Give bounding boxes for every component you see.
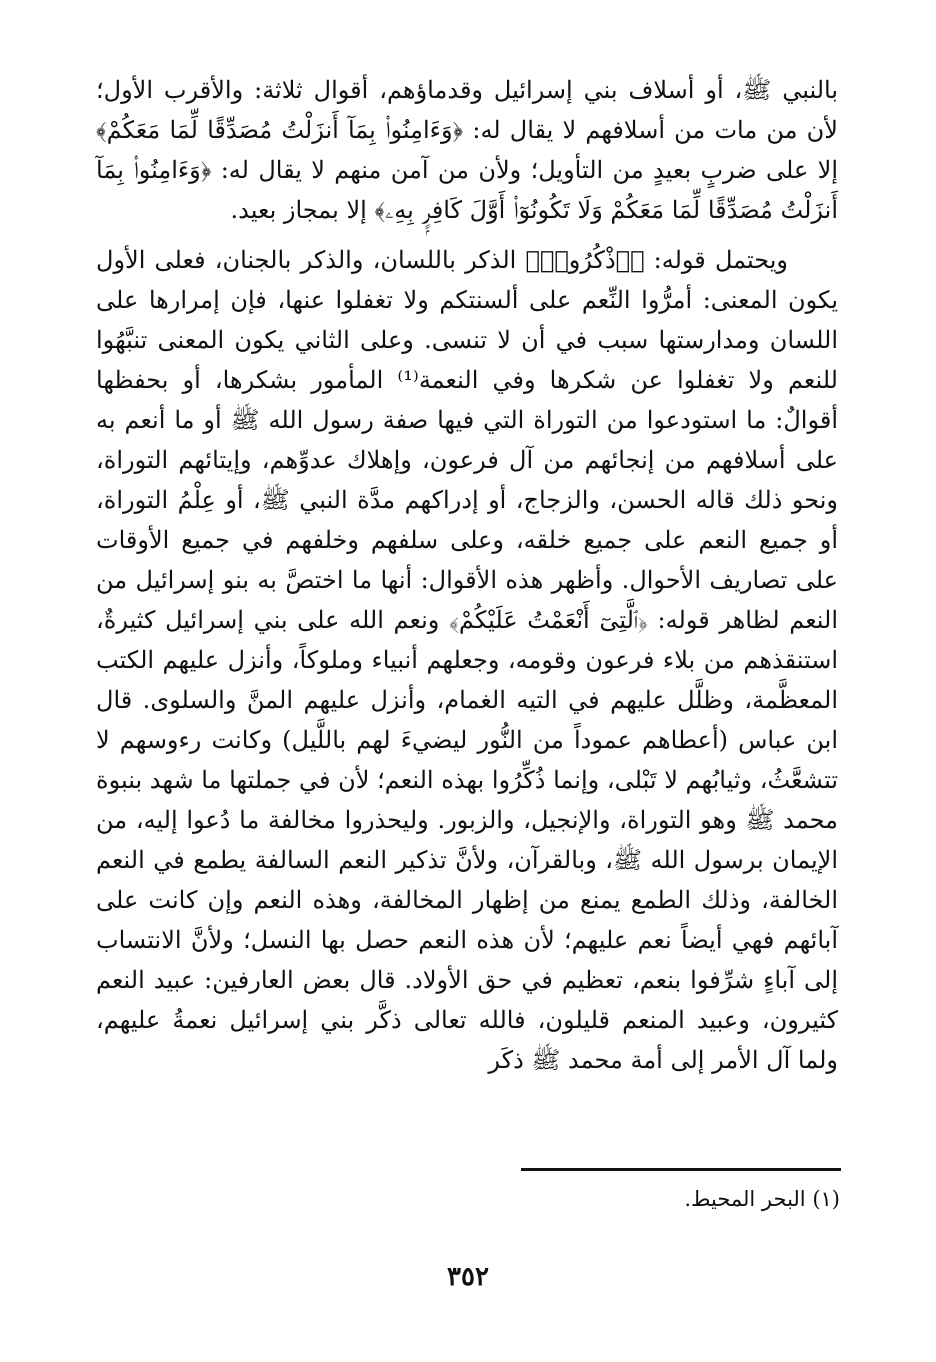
footnote-separator [521,1168,841,1171]
main-text [96,70,838,1080]
paragraph-2: ويحتمل قوله: ﴿ٱذْكُرُوا۟﴾ الذكر باللسان، والذكر بالجنان، فعلى الأول يكون المعنى: أمرُّوا النِّعم على ألسنتكم ولا تغفلوا عنها، فإن إمرارها على اللسان ومدارستها سبب في أن لا تنسى. وعلى الثاني يكون المعنى تنبَّهُوا للنعم ولا تغفلوا عن شكرها وفي النعمة⁽¹⁾ المأمور بشكرها، أو بحفظها أقوالٌ: ما استودعوا من التوراة التي فيها صفة رسول الله ﷺ أو ما أنعم به على أسلافهم من إنجائهم من آل فرعون، وإهلاك عدوِّهم، وإيتائهم التوراة، ونحو ذلك قاله الحسن، والزجاج، أو إدراكهم مدَّة النبي ﷺ، أو عِلْمُ التوراة، أو جميع النعم على جميع خلقه، وعلى سلفهم وخلفهم في جميع الأوقات على تصاريف الأحوال. وأظهر هذه الأقوال: أنها ما اختصَّ به بنو إسرائيل من النعم لظاهر قوله: ﴿ٱلَّتِىٓ أَنْعَمْتُ عَلَيْكُمْ﴾ ونعم الله على بني إسرائيل كثيرةٌ، استنقذهم من بلاء فرعون وقومه، وجعلهم أنبياء وملوكاً، وأنزل عليهم الكتب المعظَّمة، وظلَّل عليهم في التيه الغمام، وأنزل عليهم المنَّ والسلوى. قال ابن عباس (أعطاهم عموداً من النُّور ليضيءَ لهم باللَّيل) وكانت رءوسهم لا تتشعَّثُ، وثيابُهم لا تَبْلى، وإنما ذُكِّرُوا بهذه النعم؛ لأن في جملتها ما شهد بنبوة محمد ﷺ وهو التوراة، والإنجيل، والزبور. وليحذروا مخالفة ما دُعوا إليه، من الإيمان برسول الله ﷺ، وبالقرآن، ولأنَّ تذكير النعم السالفة يطمع في النعم الخالفة، وذلك الطمع يمنع من إظهار المخالفة، وهذه النعم وإن كانت على آبائهم فهي أيضاً نعم عليهم؛ لأن هذه النعم حصل بها النسل؛ ولأنَّ الانتساب إلى آباءٍ شرِّفوا بنعم، تعظيم في حق الأولاد. قال بعض العارفين: عبيد النعم كثيرون، وعبيد المنعم قليلون، فالله تعالى ذكَّر بني إسرائيل نعمةُ عليهم، ولما آل الأمر إلى أمة محمد ﷺ ذكَر [96,246,838,1074]
footnote: (١) البحر المحيط. [684,1187,840,1211]
page-number: ٣٥٢ [447,1262,489,1292]
paragraph-1: بالنبي ﷺ، أو أسلاف بني إسرائيل وقدماؤهم، أقوال ثلاثة: والأقرب الأول؛ لأن من مات من أسلافهم لا يقال له: ﴿وَءَامِنُوا۟ بِمَآ أَنزَلْتُ مُصَدِّقًا لِّمَا مَعَكُمْ﴾ إلا على ضربٍ بعيدٍ من التأويل؛ ولأن من آمن منهم لا يقال له: ﴿وَءَامِنُوا۟ بِمَآ أَنزَلْتُ مُصَدِّقًا لِّمَا مَعَكُمْ وَلَا تَكُونُوٓا۟ أَوَّلَ كَافِرٍۭ بِهِۦ﴾ إلا بمجاز بعيد. [96,76,838,224]
